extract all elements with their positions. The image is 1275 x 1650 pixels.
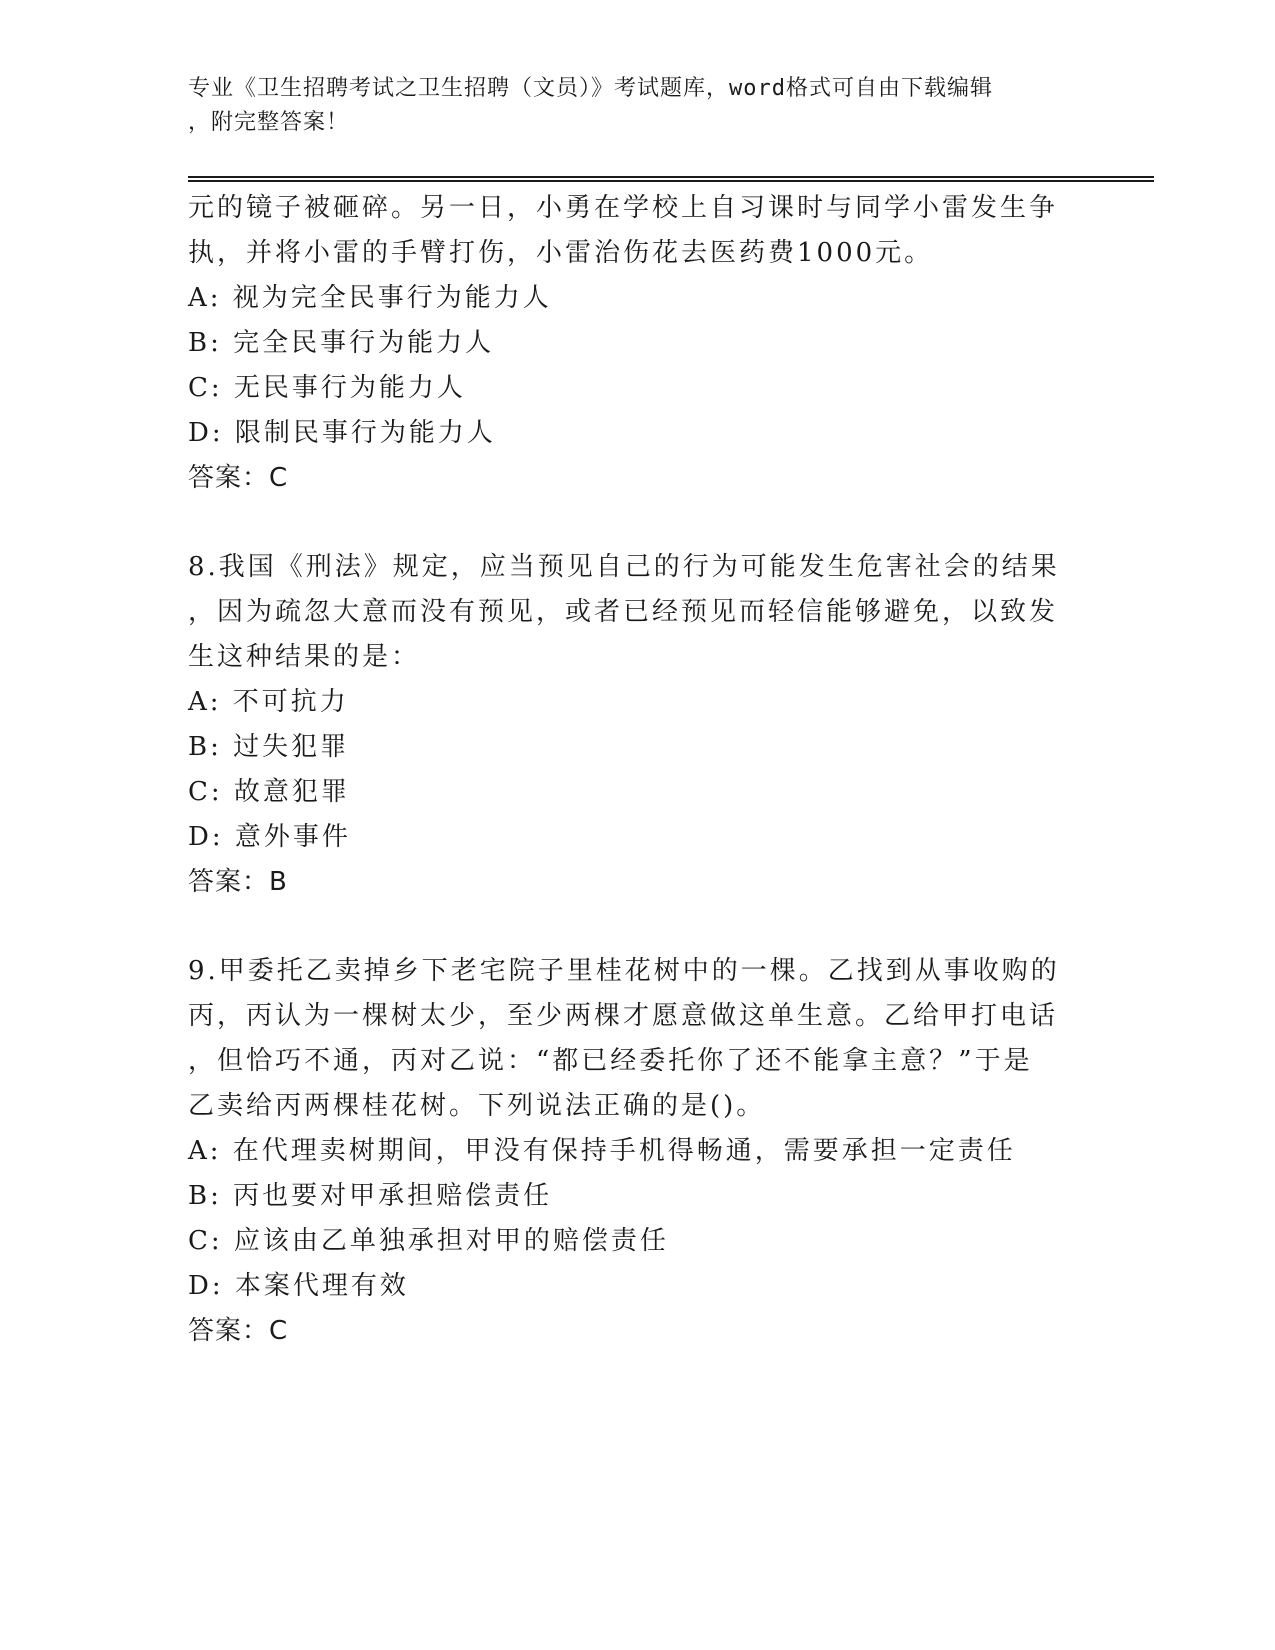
question-9 [188, 949, 1068, 1354]
question-text-line: 丙，丙认为一棵树太少，至少两棵才愿意做这单生意。乙给甲打电话 [188, 1001, 1059, 1031]
option-a: A: 不可抗力 [188, 687, 349, 717]
question-text-line: 执，并将小雷的手臂打伤，小雷治伤花去医药费1000元。 [188, 238, 934, 268]
question-text-line: ，但恰巧不通，丙对乙说：“都已经委托你了还不能拿主意？”于是 [188, 1046, 1033, 1076]
question-7-continued [188, 186, 1068, 501]
question-text-line: 8.我国《刑法》规定，应当预见自己的行为可能发生危害社会的结果 [188, 552, 1060, 582]
option-c: C: 应该由乙单独承担对甲的赔偿责任 [188, 1226, 669, 1256]
question-text-line: 9.甲委托乙卖掉乡下老宅院子里桂花树中的一棵。乙找到从事收购的 [188, 956, 1060, 986]
option-d: D: 意外事件 [188, 822, 351, 852]
page-header [188, 72, 1068, 140]
header-line-2: ，附完整答案！ [188, 110, 350, 135]
question-text-line: 元的镜子被砸碎。另一日，小勇在学校上自习课时与同学小雷发生争 [188, 193, 1059, 223]
option-b: B: 完全民事行为能力人 [188, 328, 495, 358]
header-line-1: 专业《卫生招聘考试之卫生招聘（文员）》考试题库，word格式可自由下载编辑 [188, 76, 993, 101]
option-b: B: 过失犯罪 [188, 732, 350, 762]
option-d: D: 限制民事行为能力人 [188, 418, 496, 448]
option-c: C: 故意犯罪 [188, 777, 350, 807]
answer-line: 答案：B [188, 867, 288, 897]
question-text-line: 生这种结果的是： [188, 642, 421, 672]
question-text-line: ，因为疏忽大意而没有预见，或者已经预见而轻信能够避免，以致发 [188, 597, 1059, 627]
option-a: A: 视为完全民事行为能力人 [188, 283, 552, 313]
question-8 [188, 545, 1068, 905]
answer-line: 答案：C [188, 463, 289, 493]
document-body [188, 186, 1068, 1354]
header-double-rule [188, 176, 1154, 182]
question-text-line: 乙卖给丙两棵桂花树。下列说法正确的是()。 [188, 1091, 766, 1121]
option-b: B: 丙也要对甲承担赔偿责任 [188, 1181, 553, 1211]
answer-line: 答案：C [188, 1316, 289, 1346]
option-d: D: 本案代理有效 [188, 1271, 409, 1301]
option-a: A: 在代理卖树期间，甲没有保持手机得畅通，需要承担一定责任 [188, 1136, 1016, 1166]
option-c: C: 无民事行为能力人 [188, 373, 466, 403]
